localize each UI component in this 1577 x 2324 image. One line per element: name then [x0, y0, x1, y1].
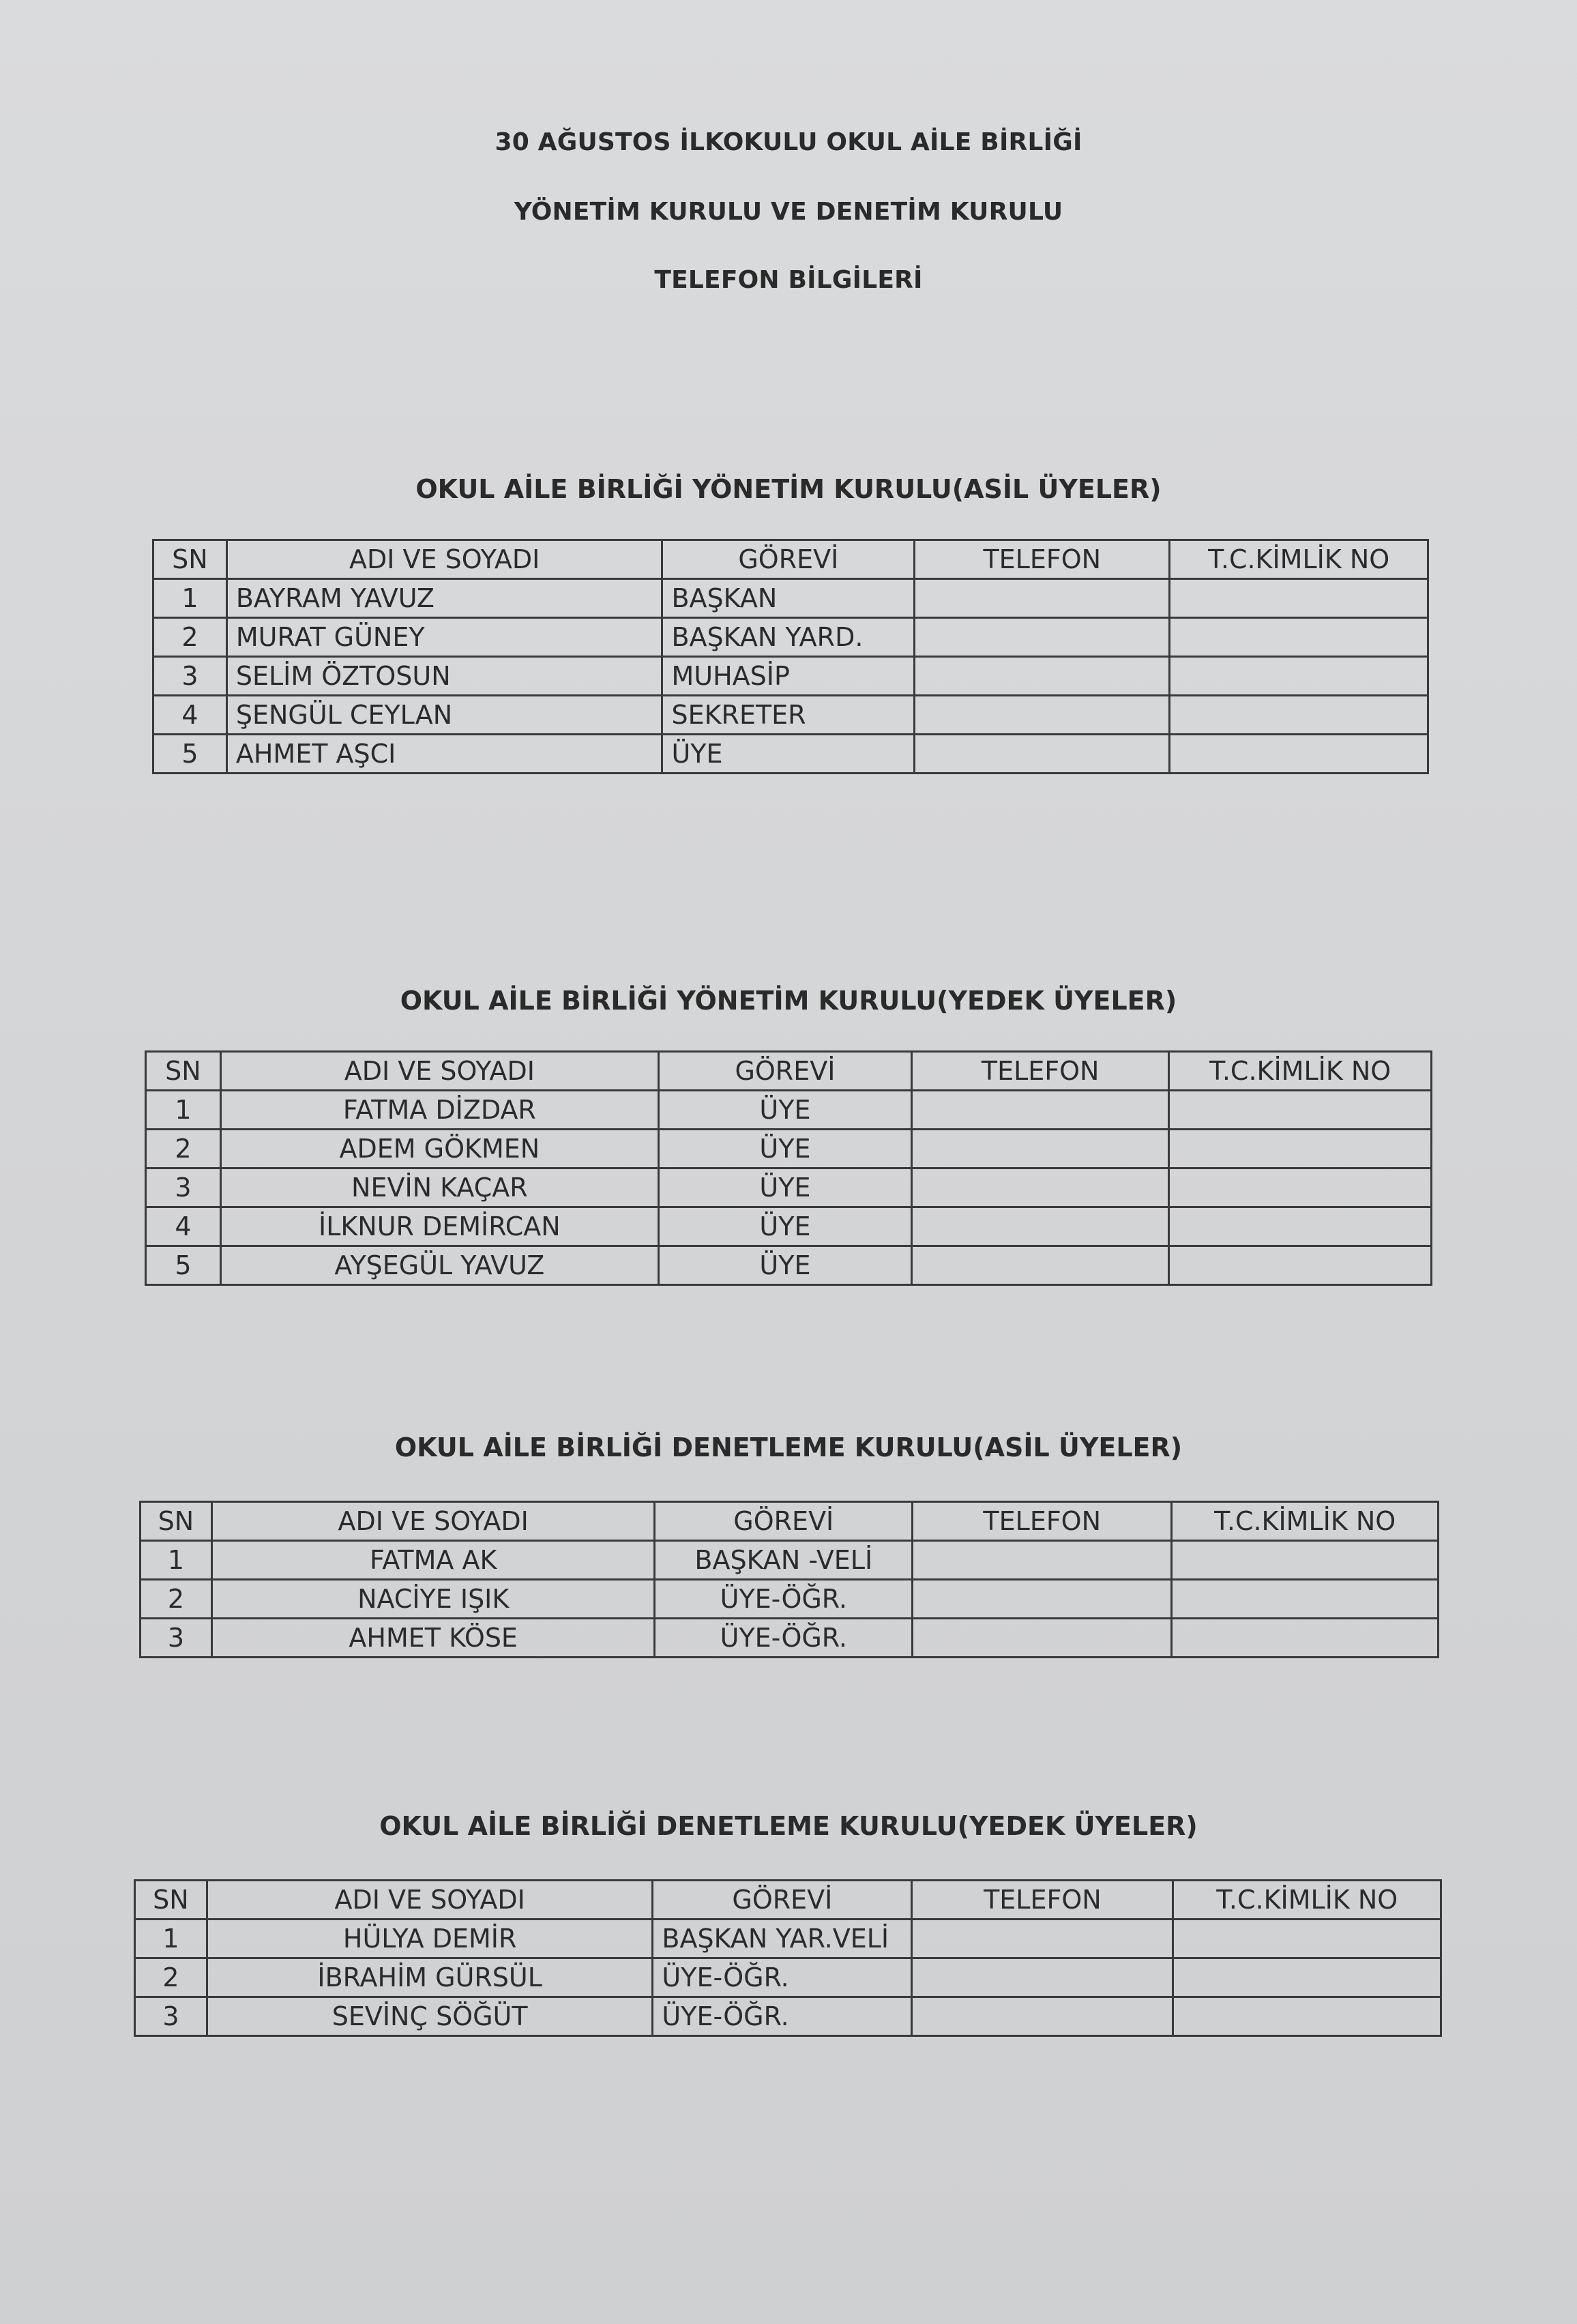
- table-row: [153, 579, 1428, 618]
- cell-tc: [1173, 1958, 1441, 1997]
- cell-tc: [1173, 1919, 1441, 1958]
- cell-role: ÜYE: [658, 1168, 911, 1207]
- cell-tc: [1170, 735, 1428, 774]
- cell-tc: [1169, 1207, 1432, 1246]
- cell-phone: [912, 1246, 1169, 1285]
- cell-sn: 1: [153, 579, 227, 618]
- page-title-line-3: TELEFON BİLGİLERİ: [654, 266, 923, 294]
- cell-role: ÜYE-ÖĞR.: [653, 1958, 912, 1997]
- table-header-row: [141, 1502, 1439, 1541]
- cell-sn: 2: [146, 1130, 221, 1168]
- header-name: ADI VE SOYADI: [207, 1881, 653, 1919]
- table-row: [153, 657, 1428, 696]
- cell-sn: 1: [141, 1541, 212, 1580]
- cell-phone: [913, 1541, 1172, 1580]
- header-role: GÖREVİ: [662, 540, 915, 579]
- cell-name: FATMA AK: [211, 1541, 655, 1580]
- cell-tc: [1170, 579, 1428, 618]
- header-phone: TELEFON: [912, 1881, 1173, 1919]
- header-role: GÖREVİ: [658, 1052, 911, 1091]
- cell-phone: [915, 618, 1170, 657]
- cell-tc: [1169, 1091, 1432, 1130]
- cell-role: BAŞKAN -VELİ: [655, 1541, 913, 1580]
- cell-phone: [912, 1997, 1173, 2036]
- cell-phone: [913, 1580, 1172, 1619]
- cell-role: ÜYE: [658, 1207, 911, 1246]
- cell-role: ÜYE-ÖĞR.: [653, 1997, 912, 2036]
- cell-phone: [915, 696, 1170, 735]
- table-board-primary: [152, 539, 1429, 774]
- cell-sn: 2: [141, 1580, 212, 1619]
- cell-tc: [1170, 696, 1428, 735]
- cell-sn: 1: [146, 1091, 221, 1130]
- cell-name: NACİYE IŞIK: [211, 1580, 655, 1619]
- cell-name: HÜLYA DEMİR: [207, 1919, 653, 1958]
- header-role: GÖREVİ: [653, 1881, 912, 1919]
- table-row: [146, 1207, 1432, 1246]
- cell-sn: 3: [153, 657, 227, 696]
- cell-role: ÜYE: [662, 735, 915, 774]
- section-heading-board-reserve: OKUL AİLE BİRLİĞİ YÖNETİM KURULU(YEDEK ÜYELER): [400, 986, 1177, 1016]
- header-sn: SN: [146, 1052, 221, 1091]
- cell-phone: [915, 735, 1170, 774]
- cell-tc: [1169, 1130, 1432, 1168]
- header-name: ADI VE SOYADI: [226, 540, 662, 579]
- cell-phone: [915, 579, 1170, 618]
- table-row: [135, 1958, 1441, 1997]
- cell-phone: [912, 1919, 1173, 1958]
- table-header-row: [153, 540, 1428, 579]
- cell-name: İBRAHİM GÜRSÜL: [207, 1958, 653, 1997]
- cell-name: SELİM ÖZTOSUN: [226, 657, 662, 696]
- header-sn: SN: [153, 540, 227, 579]
- cell-phone: [915, 657, 1170, 696]
- cell-tc: [1173, 1997, 1441, 2036]
- cell-tc: [1170, 618, 1428, 657]
- header-name: ADI VE SOYADI: [211, 1502, 655, 1541]
- cell-name: AYŞEGÜL YAVUZ: [220, 1246, 658, 1285]
- header-phone: TELEFON: [915, 540, 1170, 579]
- cell-phone: [912, 1091, 1169, 1130]
- cell-sn: 3: [146, 1168, 221, 1207]
- table-row: [146, 1091, 1432, 1130]
- cell-phone: [912, 1958, 1173, 1997]
- cell-tc: [1172, 1580, 1439, 1619]
- cell-role: BAŞKAN YARD.: [662, 618, 915, 657]
- table-header-row: [135, 1881, 1441, 1919]
- table-row: [141, 1541, 1439, 1580]
- table-header-row: [146, 1052, 1432, 1091]
- cell-tc: [1172, 1541, 1439, 1580]
- table-row: [141, 1619, 1439, 1658]
- cell-role: ÜYE-ÖĞR.: [655, 1619, 913, 1658]
- cell-role: ÜYE: [658, 1091, 911, 1130]
- cell-tc: [1172, 1619, 1439, 1658]
- cell-name: SEVİNÇ SÖĞÜT: [207, 1997, 653, 2036]
- cell-phone: [912, 1168, 1169, 1207]
- cell-role: MUHASİP: [662, 657, 915, 696]
- header-sn: SN: [135, 1881, 207, 1919]
- page-title-line-2: YÖNETİM KURULU VE DENETİM KURULU: [514, 198, 1063, 226]
- cell-tc: [1169, 1168, 1432, 1207]
- header-sn: SN: [141, 1502, 212, 1541]
- cell-name: ADEM GÖKMEN: [220, 1130, 658, 1168]
- cell-sn: 3: [141, 1619, 212, 1658]
- table-row: [146, 1246, 1432, 1285]
- cell-role: BAŞKAN: [662, 579, 915, 618]
- header-phone: TELEFON: [912, 1052, 1169, 1091]
- table-row: [135, 1919, 1441, 1958]
- cell-name: AHMET AŞCI: [226, 735, 662, 774]
- table-row: [141, 1580, 1439, 1619]
- section-heading-audit-reserve: OKUL AİLE BİRLİĞİ DENETLEME KURULU(YEDEK ÜYELER): [379, 1811, 1198, 1841]
- cell-tc: [1170, 657, 1428, 696]
- cell-phone: [913, 1619, 1172, 1658]
- cell-name: AHMET KÖSE: [211, 1619, 655, 1658]
- header-name: ADI VE SOYADI: [220, 1052, 658, 1091]
- cell-phone: [912, 1207, 1169, 1246]
- cell-sn: 2: [153, 618, 227, 657]
- table-row: [153, 618, 1428, 657]
- cell-role: ÜYE: [658, 1246, 911, 1285]
- cell-name: BAYRAM YAVUZ: [226, 579, 662, 618]
- cell-role: BAŞKAN YAR.VELİ: [653, 1919, 912, 1958]
- table-row: [146, 1168, 1432, 1207]
- header-role: GÖREVİ: [655, 1502, 913, 1541]
- table-audit-reserve: [134, 1879, 1442, 2037]
- cell-name: İLKNUR DEMİRCAN: [220, 1207, 658, 1246]
- cell-role: ÜYE-ÖĞR.: [655, 1580, 913, 1619]
- header-tc: T.C.KİMLİK NO: [1169, 1052, 1432, 1091]
- table-audit-primary: [139, 1501, 1439, 1658]
- page-title-line-1: 30 AĞUSTOS İLKOKULU OKUL AİLE BİRLİĞİ: [495, 128, 1082, 156]
- header-phone: TELEFON: [913, 1502, 1172, 1541]
- cell-sn: 2: [135, 1958, 207, 1997]
- cell-sn: 4: [153, 696, 227, 735]
- cell-sn: 5: [153, 735, 227, 774]
- table-board-reserve: [145, 1050, 1432, 1286]
- table-row: [153, 735, 1428, 774]
- cell-sn: 1: [135, 1919, 207, 1958]
- cell-phone: [912, 1130, 1169, 1168]
- cell-name: NEVİN KAÇAR: [220, 1168, 658, 1207]
- cell-name: ŞENGÜL CEYLAN: [226, 696, 662, 735]
- cell-sn: 3: [135, 1997, 207, 2036]
- table-row: [146, 1130, 1432, 1168]
- table-row: [153, 696, 1428, 735]
- table-row: [135, 1997, 1441, 2036]
- cell-role: SEKRETER: [662, 696, 915, 735]
- cell-name: FATMA DİZDAR: [220, 1091, 658, 1130]
- cell-tc: [1169, 1246, 1432, 1285]
- header-tc: T.C.KİMLİK NO: [1173, 1881, 1441, 1919]
- cell-role: ÜYE: [658, 1130, 911, 1168]
- section-heading-board-primary: OKUL AİLE BİRLİĞİ YÖNETİM KURULU(ASİL ÜYELER): [415, 474, 1162, 504]
- cell-sn: 5: [146, 1246, 221, 1285]
- header-tc: T.C.KİMLİK NO: [1170, 540, 1428, 579]
- header-tc: T.C.KİMLİK NO: [1172, 1502, 1439, 1541]
- section-heading-audit-primary: OKUL AİLE BİRLİĞİ DENETLEME KURULU(ASİL ÜYELER): [394, 1432, 1183, 1462]
- cell-name: MURAT GÜNEY: [226, 618, 662, 657]
- cell-sn: 4: [146, 1207, 221, 1246]
